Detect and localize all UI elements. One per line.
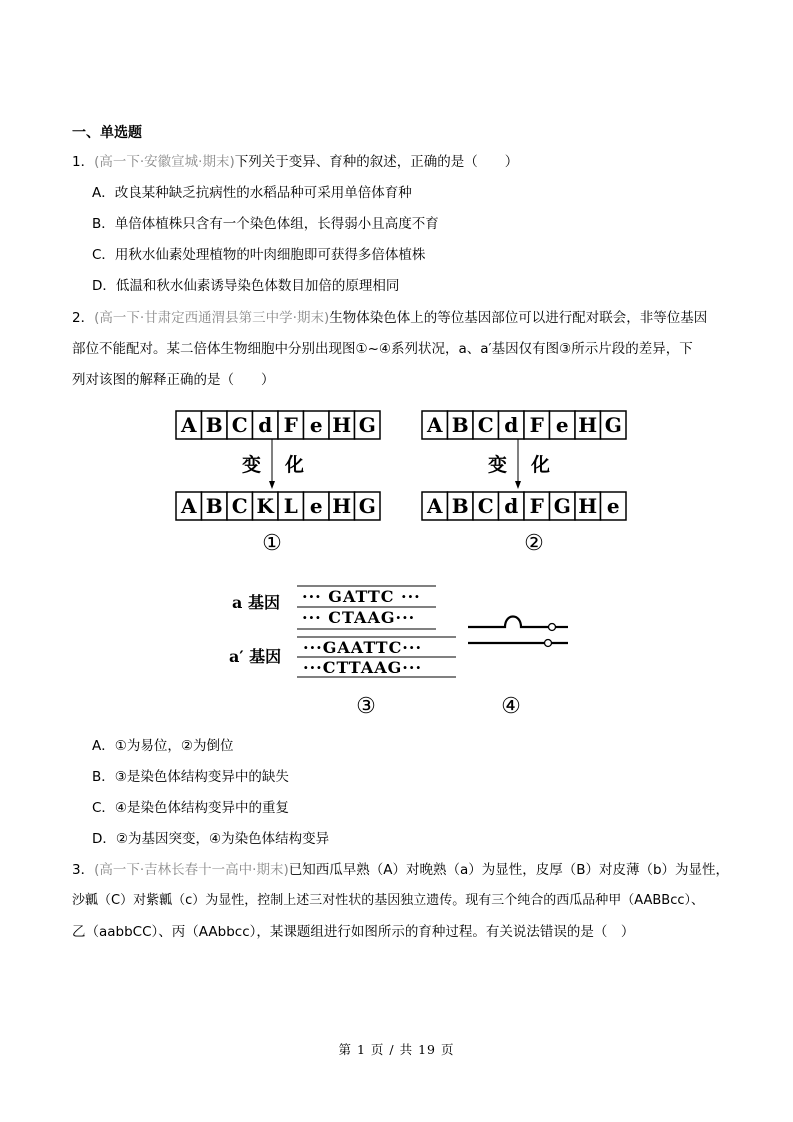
q2-option-c: C．④是染色体结构变异中的重复 [92,800,290,816]
gene-segment-letter: A [180,494,197,518]
gene-segment-letter: F [529,494,544,518]
question-3-stem-line-2: 沙瓤（C）对紫瓤（c）为显性，控制上述三对性状的基因独立遗传。现有三个纯合的西瓜品种甲（AABBcc）、 [72,893,705,908]
question-2-stem-line-3: 列对该图的解释正确的是（ ） [72,372,275,388]
gene-segment-letter: F [529,413,544,437]
gene-segment-letter: C [231,413,248,437]
fig1-bottom-chromosome [176,492,380,520]
question-2-stem [72,308,707,328]
chromosome-figure [0,395,793,725]
question-source: (高一下·安徽宣城·期末) [94,154,235,170]
gene-segment-letter: G [358,494,376,518]
question-number: 3． [72,862,95,878]
gene-segment-letter: K [256,494,274,518]
page-footer: 第 1 页 / 共 19 页 [338,1042,455,1057]
change-label-2a: 变 [488,454,508,476]
gene-segment-letter: H [332,494,352,518]
gene-segment-letter: H [578,494,598,518]
gene-segment-letter: H [332,413,352,437]
gene-segment-letter: d [504,413,519,437]
figure-label-3: ③ [356,694,376,719]
gene-segment-letter: C [477,494,494,518]
seq-a-prime-top: ···GAATTC··· [303,638,423,657]
section-title: 一、单选题 [72,125,142,141]
arrow-head-2 [515,481,521,489]
gene-segment-letter: F [283,413,298,437]
q2-option-d: D．②为基因突变，④为染色体结构变异 [92,831,330,847]
question-number: 2． [72,310,95,326]
gene-segment-letter: B [205,413,223,437]
gene-a-label: a 基因 [232,593,280,612]
question-3-stem [72,860,729,880]
gene-segment-letter: d [258,413,273,437]
gene-a-prime-label: a′ 基因 [229,647,282,666]
question-1-stem [72,152,518,172]
fig2-bottom-chromosome [422,492,626,520]
q1-option-d: D．低温和秋水仙素诱导染色体数目加倍的原理相同 [92,278,400,294]
gene-segment-letter: e [606,494,620,518]
q2-option-b: B．③是染色体结构变异中的缺失 [92,769,289,785]
q1-option-c: C．用秋水仙素处理植物的叶肉细胞即可获得多倍体植株 [92,247,426,263]
gene-segment-letter: d [504,494,519,518]
change-label-1a: 变 [242,454,262,476]
question-2-stem-line-2: 部位不能配对。某二倍体生物细胞中分别出现图①~④系列状况，a、a′基因仅有图③所示片段的差异，下 [72,341,693,357]
change-label-1b: 化 [285,454,305,476]
gene-segment-letter: H [578,413,598,437]
question-source: (高一下·甘肃定西通渭县第三中学·期末) [94,310,330,326]
gene-segment-letter: e [309,413,323,437]
question-number: 1． [72,154,95,170]
fig1-top-chromosome [176,411,380,439]
question-text: 下列关于变异、育种的叙述，正确的是（ ） [234,154,519,170]
gene-segment-letter: B [451,413,469,437]
seq-a-top: ··· GATTC ··· [302,587,421,606]
seq-a-bottom: ··· CTAAG··· [302,608,416,627]
figure-label-2: ② [524,531,544,556]
gene-segment-letter: G [553,494,571,518]
gene-segment-letter: G [604,413,622,437]
gene-segment-letter: B [451,494,469,518]
gene-segment-letter: G [358,413,376,437]
gene-segment-letter: A [426,413,443,437]
question-text: 已知西瓜早熟（A）对晚熟（a）为显性，皮厚（B）对皮薄（b）为显性， [288,862,730,878]
gene-segment-letter: A [426,494,443,518]
gene-segment-letter: e [309,494,323,518]
arrow-head-1 [269,481,275,489]
figure-label-4: ④ [501,694,521,719]
figure-label-1: ① [262,531,282,556]
fig2-top-chromosome [422,411,626,439]
gene-segment-letter: C [231,494,248,518]
seq-a-prime-bottom: ···CTTAAG··· [303,658,423,677]
change-label-2b: 化 [531,454,551,476]
q2-option-a: A．①为易位，②为倒位 [92,738,234,754]
q1-option-b: B．单倍体植株只含有一个染色体组，长得弱小且高度不育 [92,216,439,232]
gene-segment-letter: L [283,494,298,518]
question-3-stem-line-3: 乙（aabbCC）、丙（AAbbcc），某课题组进行如图所示的育种过程。有关说法错误的是（ ） [72,924,635,940]
question-text: 生物体染色体上的等位基因部位可以进行配对联会，非等位基因 [329,310,708,326]
gene-segment-letter: e [555,413,569,437]
gene-segment-letter: B [205,494,223,518]
chromosome-loop-diagram [468,617,568,647]
gene-segment-letter: C [477,413,494,437]
q1-option-a: A．改良某种缺乏抗病性的水稻品种可采用单倍体育种 [92,185,412,201]
gene-segment-letter: A [180,413,197,437]
question-source: (高一下·吉林长春十一高中·期末) [94,862,289,878]
